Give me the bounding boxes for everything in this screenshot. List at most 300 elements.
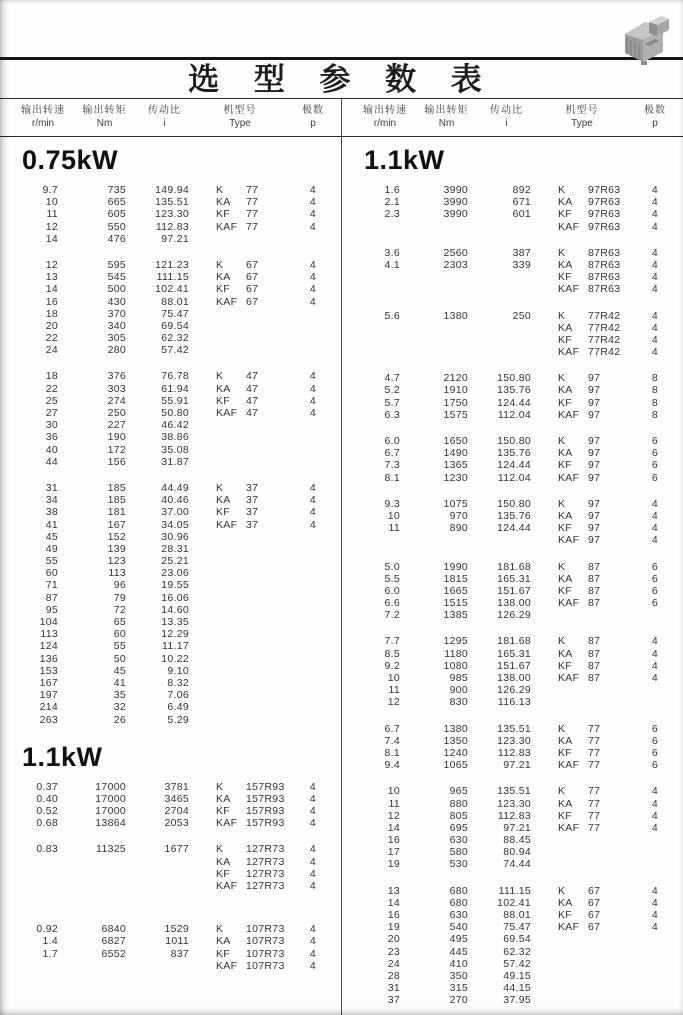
model-size: 107R73 xyxy=(246,947,285,960)
model-prefix xyxy=(216,419,246,431)
poles-cell: 4 xyxy=(309,947,317,960)
model-size xyxy=(588,696,630,708)
model-type-cell xyxy=(534,561,630,573)
model-prefix xyxy=(216,616,246,628)
model-size: 47 xyxy=(246,394,259,407)
ratio-cell: 74.44 xyxy=(503,858,531,871)
model-size xyxy=(588,933,630,945)
output-torque-cell: 830 xyxy=(449,696,468,709)
model-size xyxy=(588,834,630,846)
header-output-torque: 输出转矩 Nm xyxy=(82,105,127,129)
model-type-cell xyxy=(534,271,630,283)
poles-cell: 8 xyxy=(651,384,659,397)
model-type-cell xyxy=(192,407,288,419)
model-type-cell xyxy=(192,506,288,518)
output-speed-cell: 14 xyxy=(45,232,58,245)
output-speed-cell: 14 xyxy=(387,896,400,909)
model-type-cell xyxy=(192,456,288,468)
output-speed-cell: 10 xyxy=(387,785,400,798)
model-type-cell xyxy=(192,431,288,443)
model-prefix: K xyxy=(558,372,566,385)
ratio-cell: 13.35 xyxy=(161,616,189,628)
ratio-cell: 135.51 xyxy=(497,785,531,798)
output-torque-cell: 315 xyxy=(449,982,468,995)
poles-cell xyxy=(288,592,338,604)
model-size: 157R93 xyxy=(246,817,285,830)
model-prefix xyxy=(216,701,246,713)
poles-cell xyxy=(630,958,680,970)
ratio-cell: 14.60 xyxy=(161,603,189,616)
model-size: 97 xyxy=(588,534,601,547)
model-prefix: KA xyxy=(558,384,573,397)
model-size: 127R73 xyxy=(246,855,285,868)
table-row xyxy=(342,648,683,660)
ratio-cell: 30.96 xyxy=(161,530,189,543)
model-type-cell xyxy=(534,184,630,196)
poles-cell: 4 xyxy=(309,481,317,494)
model-size xyxy=(246,689,288,701)
output-torque-cell: 495 xyxy=(449,933,468,946)
model-size xyxy=(246,531,288,543)
output-speed-cell: 5.6 xyxy=(384,309,400,322)
poles-cell: 4 xyxy=(651,497,659,510)
model-size xyxy=(246,320,288,332)
output-speed-cell: 49 xyxy=(45,542,58,555)
model-size: 157R93 xyxy=(246,805,285,818)
gearbox-model-block xyxy=(0,259,341,357)
model-prefix: KAF xyxy=(216,817,238,830)
model-type-cell xyxy=(192,519,288,531)
ratio-cell xyxy=(137,880,192,892)
model-prefix: KA xyxy=(216,494,231,507)
table-row xyxy=(342,723,683,735)
model-type-cell xyxy=(534,498,630,510)
table-row xyxy=(0,616,341,628)
table-row xyxy=(0,856,341,868)
poles-cell: 4 xyxy=(651,522,659,535)
ratio-cell: 837 xyxy=(170,947,189,960)
output-torque-cell: 1750 xyxy=(443,396,468,409)
output-torque-cell: 445 xyxy=(449,945,468,958)
ratio-cell: 1677 xyxy=(164,843,189,856)
table-row xyxy=(342,885,683,897)
poles-cell xyxy=(288,555,338,567)
ratio-cell: 111.15 xyxy=(156,271,189,284)
output-speed-cell: 87 xyxy=(45,591,58,604)
model-prefix xyxy=(216,628,246,640)
output-torque-cell: 970 xyxy=(449,509,468,522)
power-rating-heading: 0.75kW xyxy=(22,145,119,175)
table-row xyxy=(0,184,341,196)
output-torque-cell: 1065 xyxy=(443,759,468,772)
model-prefix xyxy=(558,982,588,994)
ratio-cell: 97.21 xyxy=(503,759,531,772)
model-prefix: KAF xyxy=(558,821,580,834)
output-speed-cell: 0.40 xyxy=(36,792,58,805)
model-size: 77 xyxy=(588,821,601,834)
table-row xyxy=(342,672,683,684)
ratio-cell: 37.95 xyxy=(503,994,531,1007)
output-torque-cell xyxy=(414,334,479,346)
model-size xyxy=(246,444,288,456)
model-prefix: KF xyxy=(216,947,231,960)
output-speed-cell: 1.7 xyxy=(42,947,58,960)
table-row xyxy=(0,714,341,726)
model-size: 77R42 xyxy=(588,333,621,346)
output-speed-cell: 14 xyxy=(387,821,400,834)
table-row xyxy=(0,208,341,220)
ratio-cell: 7.06 xyxy=(167,689,189,702)
output-torque-cell: 55 xyxy=(113,640,126,653)
model-type-cell xyxy=(192,283,288,295)
model-size: 77 xyxy=(246,220,259,233)
output-speed-cell: 16 xyxy=(387,909,400,921)
model-size: 87 xyxy=(588,572,601,585)
poles-cell xyxy=(288,320,338,332)
table-row xyxy=(342,459,683,471)
model-prefix: KF xyxy=(558,909,573,921)
poles-cell: 4 xyxy=(651,672,659,684)
model-type-cell xyxy=(534,747,630,759)
gearbox-model-block xyxy=(342,885,683,1007)
gearbox-model-block xyxy=(342,561,683,622)
ratio-cell: 11.17 xyxy=(162,640,189,653)
output-torque-cell: 2120 xyxy=(443,372,468,385)
output-torque-cell: 1075 xyxy=(443,497,468,510)
ratio-cell xyxy=(479,322,534,334)
ratio-cell: 57.42 xyxy=(503,957,531,970)
poles-cell xyxy=(288,531,338,543)
table-row xyxy=(0,456,341,468)
table-row xyxy=(342,271,683,283)
output-torque-cell: 35 xyxy=(113,689,126,702)
output-speed-cell xyxy=(14,868,72,880)
table-row xyxy=(0,817,341,829)
model-prefix: KAF xyxy=(216,220,238,233)
ratio-cell: 601 xyxy=(512,208,531,221)
model-size xyxy=(246,592,288,604)
ratio-cell xyxy=(479,534,534,546)
table-row xyxy=(0,948,341,960)
output-torque-cell: 185 xyxy=(107,494,126,507)
output-speed-cell: 60 xyxy=(45,567,58,580)
poles-cell xyxy=(288,344,338,356)
model-size: 37 xyxy=(246,518,259,531)
output-speed-cell: 0.68 xyxy=(36,817,58,830)
model-size: 97 xyxy=(588,396,601,409)
output-torque-cell: 540 xyxy=(449,921,468,934)
output-torque-cell: 1380 xyxy=(443,309,468,322)
model-prefix: KA xyxy=(216,196,231,209)
ratio-cell xyxy=(479,221,534,233)
poles-cell: 4 xyxy=(309,407,317,419)
model-prefix: K xyxy=(216,258,224,271)
table-row xyxy=(0,308,341,320)
poles-cell: 4 xyxy=(651,797,659,810)
poles-cell xyxy=(288,456,338,468)
model-prefix: KF xyxy=(216,283,231,296)
table-row xyxy=(342,384,683,396)
model-type-cell xyxy=(534,247,630,259)
output-torque-cell: 190 xyxy=(107,431,126,444)
model-type-cell xyxy=(192,543,288,555)
model-prefix xyxy=(558,970,588,982)
model-type-cell xyxy=(192,555,288,567)
table-row xyxy=(0,793,341,805)
model-prefix: K xyxy=(216,780,224,793)
output-torque-cell: 305 xyxy=(107,332,126,345)
output-speed-cell: 11 xyxy=(388,684,400,697)
table-row xyxy=(0,395,341,407)
model-prefix xyxy=(216,677,246,689)
output-torque-cell: 227 xyxy=(107,419,126,432)
table-row xyxy=(0,868,341,880)
model-type-cell xyxy=(534,346,630,358)
model-size: 87R63 xyxy=(588,283,621,296)
table-row xyxy=(0,419,341,431)
model-prefix: K xyxy=(558,435,566,447)
model-size: 37 xyxy=(246,494,259,507)
ratio-cell: 135.51 xyxy=(497,722,531,735)
ratio-cell: 62.32 xyxy=(161,332,189,345)
output-speed-cell: 24 xyxy=(387,957,400,970)
model-size xyxy=(246,665,288,677)
table-row xyxy=(342,221,683,233)
model-prefix: KA xyxy=(558,447,573,460)
model-size: 87 xyxy=(588,597,601,610)
output-speed-cell: 8.5 xyxy=(384,647,400,660)
ratio-cell: 1529 xyxy=(164,923,189,936)
model-prefix xyxy=(216,233,246,245)
model-type-cell xyxy=(192,320,288,332)
model-size xyxy=(588,958,630,970)
model-prefix: KF xyxy=(558,271,573,284)
model-type-cell xyxy=(192,482,288,494)
header-ratio: 传动比 i xyxy=(148,105,181,129)
ratio-cell: 135.76 xyxy=(497,447,531,460)
poles-cell xyxy=(288,628,338,640)
ratio-cell xyxy=(137,868,192,880)
output-speed-cell: 23 xyxy=(387,945,400,958)
output-speed-cell xyxy=(14,856,72,868)
table-row xyxy=(342,534,683,546)
model-type-cell xyxy=(534,635,630,647)
ratio-cell: 55.91 xyxy=(161,394,189,407)
gearbox-model-block xyxy=(342,498,683,547)
model-prefix: KAF xyxy=(216,880,238,892)
output-torque-cell: 60 xyxy=(113,628,126,641)
output-torque-cell: 595 xyxy=(107,258,126,271)
output-speed-cell: 10 xyxy=(387,672,400,684)
model-size: 157R93 xyxy=(246,792,285,805)
model-prefix: KAF xyxy=(216,959,238,972)
poles-cell: 4 xyxy=(651,283,659,296)
ratio-cell: 150.80 xyxy=(497,497,531,510)
ratio-cell: 181.68 xyxy=(497,560,531,573)
model-prefix xyxy=(216,531,246,543)
output-torque-cell: 72 xyxy=(113,603,126,616)
ratio-cell: 123.30 xyxy=(497,734,531,747)
poles-cell: 4 xyxy=(651,534,659,547)
poles-cell xyxy=(630,933,680,945)
model-size: 87R63 xyxy=(588,258,621,271)
poles-cell: 4 xyxy=(651,821,659,834)
output-torque-cell xyxy=(414,283,479,295)
ratio-cell: 37.00 xyxy=(161,506,189,519)
table-row xyxy=(342,858,683,870)
output-torque-cell: 17000 xyxy=(95,792,126,805)
table-row xyxy=(342,982,683,994)
model-size: 47 xyxy=(246,407,259,419)
poles-cell: 4 xyxy=(309,817,317,830)
ratio-cell: 135.51 xyxy=(155,196,189,209)
output-torque-cell: 965 xyxy=(449,785,468,798)
output-speed-cell: 16 xyxy=(387,834,400,847)
output-speed-cell: 37 xyxy=(387,994,400,1007)
poles-cell: 4 xyxy=(309,283,317,296)
table-row xyxy=(342,970,683,982)
output-torque-cell: 1380 xyxy=(443,722,468,735)
ratio-cell: 150.80 xyxy=(497,372,531,385)
output-speed-cell: 0.52 xyxy=(36,805,58,818)
ratio-cell: 10.22 xyxy=(161,652,189,665)
model-prefix: KA xyxy=(216,792,231,805)
model-prefix: KAF xyxy=(558,283,580,296)
table-row xyxy=(0,383,341,395)
model-type-cell xyxy=(534,897,630,909)
poles-cell: 4 xyxy=(309,506,317,519)
poles-cell: 4 xyxy=(651,659,659,672)
poles-cell xyxy=(288,677,338,689)
output-torque-cell: 1295 xyxy=(443,635,468,648)
poles-cell xyxy=(288,543,338,555)
output-torque-cell: 3990 xyxy=(443,196,468,209)
model-type-cell xyxy=(192,494,288,506)
output-torque-cell: 2303 xyxy=(443,258,468,271)
model-type-cell xyxy=(192,395,288,407)
model-size: 77 xyxy=(246,184,259,196)
poles-cell: 4 xyxy=(651,509,659,522)
table-row xyxy=(0,370,341,382)
model-type-cell xyxy=(192,616,288,628)
output-speed-cell: 12 xyxy=(387,696,400,709)
table-row xyxy=(342,498,683,510)
model-size: 87R63 xyxy=(588,246,621,259)
model-type-cell xyxy=(192,308,288,320)
gearbox-model-block xyxy=(342,372,683,421)
model-type-cell xyxy=(534,208,630,220)
model-size: 97 xyxy=(588,408,601,421)
model-size: 87 xyxy=(588,635,601,648)
table-row xyxy=(342,447,683,459)
model-prefix xyxy=(558,684,588,696)
poles-cell: 4 xyxy=(651,309,659,322)
output-speed-cell: 1.4 xyxy=(42,935,58,948)
model-prefix: KF xyxy=(558,584,573,597)
model-type-cell xyxy=(534,384,630,396)
model-size: 67 xyxy=(588,921,601,934)
model-prefix xyxy=(216,592,246,604)
output-speed-cell: 8.1 xyxy=(384,471,400,484)
output-speed-cell: 18 xyxy=(45,307,58,320)
output-torque-cell: 550 xyxy=(107,220,126,233)
output-torque-cell: 123 xyxy=(107,555,126,568)
ratio-cell xyxy=(479,334,534,346)
table-row xyxy=(0,567,341,579)
table-row xyxy=(342,259,683,271)
ratio-cell: 8.32 xyxy=(167,676,189,689)
ratio-cell: 40.46 xyxy=(161,494,189,507)
poles-cell xyxy=(288,431,338,443)
model-type-cell xyxy=(534,196,630,208)
model-prefix xyxy=(216,640,246,652)
table-row xyxy=(0,628,341,640)
model-size: 97R63 xyxy=(588,208,621,221)
output-speed-cell: 25 xyxy=(45,394,58,407)
model-type-cell xyxy=(192,628,288,640)
output-torque-cell: 13864 xyxy=(95,817,126,830)
output-torque-cell xyxy=(72,960,137,972)
model-type-cell xyxy=(534,259,630,271)
model-prefix xyxy=(558,834,588,846)
model-size: 97 xyxy=(588,471,601,484)
table-row xyxy=(0,233,341,245)
model-type-cell xyxy=(534,372,630,384)
model-size: 97 xyxy=(588,522,601,535)
model-prefix xyxy=(558,846,588,858)
table-row xyxy=(0,259,341,271)
output-torque-cell: 1575 xyxy=(443,408,468,421)
model-size: 77R42 xyxy=(588,346,621,359)
output-speed-cell: 22 xyxy=(45,382,58,395)
ratio-cell: 124.44 xyxy=(497,396,531,409)
ratio-cell: 165.31 xyxy=(497,647,531,660)
model-type-cell xyxy=(534,909,630,921)
ratio-cell: 69.54 xyxy=(503,933,531,946)
table-row xyxy=(342,310,683,322)
table-row xyxy=(342,921,683,933)
ratio-cell: 151.67 xyxy=(497,659,531,672)
output-speed-cell: 11 xyxy=(388,522,400,535)
table-row xyxy=(0,407,341,419)
output-speed-cell: 9.3 xyxy=(384,497,400,510)
table-row xyxy=(342,208,683,220)
header-output-speed: 输出转速 r/min xyxy=(21,105,65,129)
output-torque-cell: 26 xyxy=(113,713,126,726)
model-type-cell xyxy=(192,531,288,543)
model-prefix: KA xyxy=(216,935,231,948)
output-speed-cell: 44 xyxy=(45,455,58,468)
model-type-cell xyxy=(534,472,630,484)
table-row xyxy=(342,247,683,259)
poles-cell xyxy=(288,701,338,713)
poles-cell xyxy=(288,567,338,579)
output-torque-cell xyxy=(414,271,479,283)
output-speed-cell xyxy=(356,534,414,546)
model-type-cell xyxy=(192,880,288,892)
output-speed-cell: 9.2 xyxy=(384,659,400,672)
model-prefix xyxy=(216,444,246,456)
poles-cell: 4 xyxy=(309,382,317,395)
model-prefix: KA xyxy=(216,271,231,284)
output-torque-cell: 665 xyxy=(107,196,126,209)
model-prefix: KF xyxy=(558,333,573,346)
table-row xyxy=(342,660,683,672)
output-speed-cell: 71 xyxy=(45,579,58,592)
poles-cell: 4 xyxy=(309,518,317,531)
output-torque-cell: 805 xyxy=(449,809,468,822)
model-size xyxy=(246,332,288,344)
